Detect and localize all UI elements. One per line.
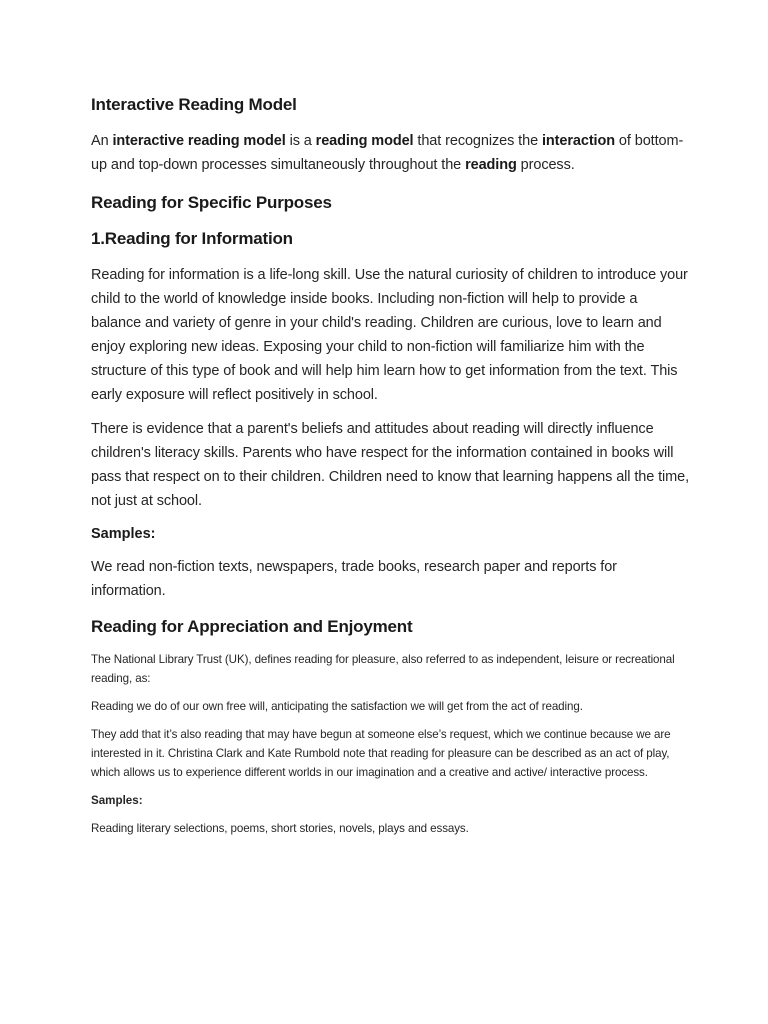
intro-text-4: of bottom-up and top-down processes simultaneously throughout the — [91, 133, 684, 173]
appreciation-samples-label: Samples: — [91, 794, 143, 807]
intro-bold-4: reading — [465, 157, 517, 173]
intro-bold-1: interactive reading model — [112, 133, 286, 149]
information-paragraph-1: Reading for information is a life-long skill. Use the natural curiosity of children to introduce your child to the world of knowledge inside books. Including non-fiction will help to provide a balance and variety of genre in your child's reading. Children are curious, love to learn and enjoy exploring new ideas. Exposing your child to non-fiction will familiarize him with the structure of this type of book and will help him learn how to get information from the text. This early exposure will reflect positively in school. — [91, 267, 688, 403]
intro-bold-3: interaction — [541, 133, 615, 149]
appreciation-paragraph-3: They add that it’s also reading that may have begun at someone else’s request, which we continue because we are interested in it. Christina Clark and Kate Rumbold note that reading for pleasure can be described as an act of play, which allows us to experience different worlds in our imagination and a creative and active/ interactive process. — [91, 728, 671, 779]
intro-text-3: that recognizes the — [413, 133, 542, 149]
intro-text-5: process. — [516, 157, 575, 173]
page-title: Interactive Reading Model — [91, 95, 297, 114]
information-paragraph-2: There is evidence that a parent's beliefs and attitudes about reading will directly influence children's literacy skills. Parents who have respect for the information contained in books will pass that respect on to their children. Children need to know that learning happens all the time, not just at school. — [91, 421, 690, 509]
intro-paragraph — [91, 129, 691, 177]
intro-bold-2: reading model — [315, 133, 414, 149]
document-page — [91, 93, 691, 838]
intro-text-2: is a — [285, 133, 316, 149]
section-heading-specific-purposes: Reading for Specific Purposes — [91, 193, 332, 212]
appreciation-samples-text: Reading literary selections, poems, short stories, novels, plays and essays. — [91, 822, 469, 835]
information-samples-text: We read non-fiction texts, newspapers, trade books, research paper and reports for information. — [91, 559, 617, 599]
intro-text-1: An — [91, 133, 113, 149]
appreciation-paragraph-1: The National Library Trust (UK), defines reading for pleasure, also referred to as independent, leisure or recreational reading, as: — [91, 653, 675, 685]
section-heading-appreciation-enjoyment: Reading for Appreciation and Enjoyment — [91, 617, 413, 636]
appreciation-paragraph-2: Reading we do of our own free will, anticipating the satisfaction we will get from the act of reading. — [91, 700, 583, 713]
information-samples-label: Samples: — [91, 526, 156, 542]
section-heading-reading-for-information: 1.Reading for Information — [91, 229, 293, 248]
